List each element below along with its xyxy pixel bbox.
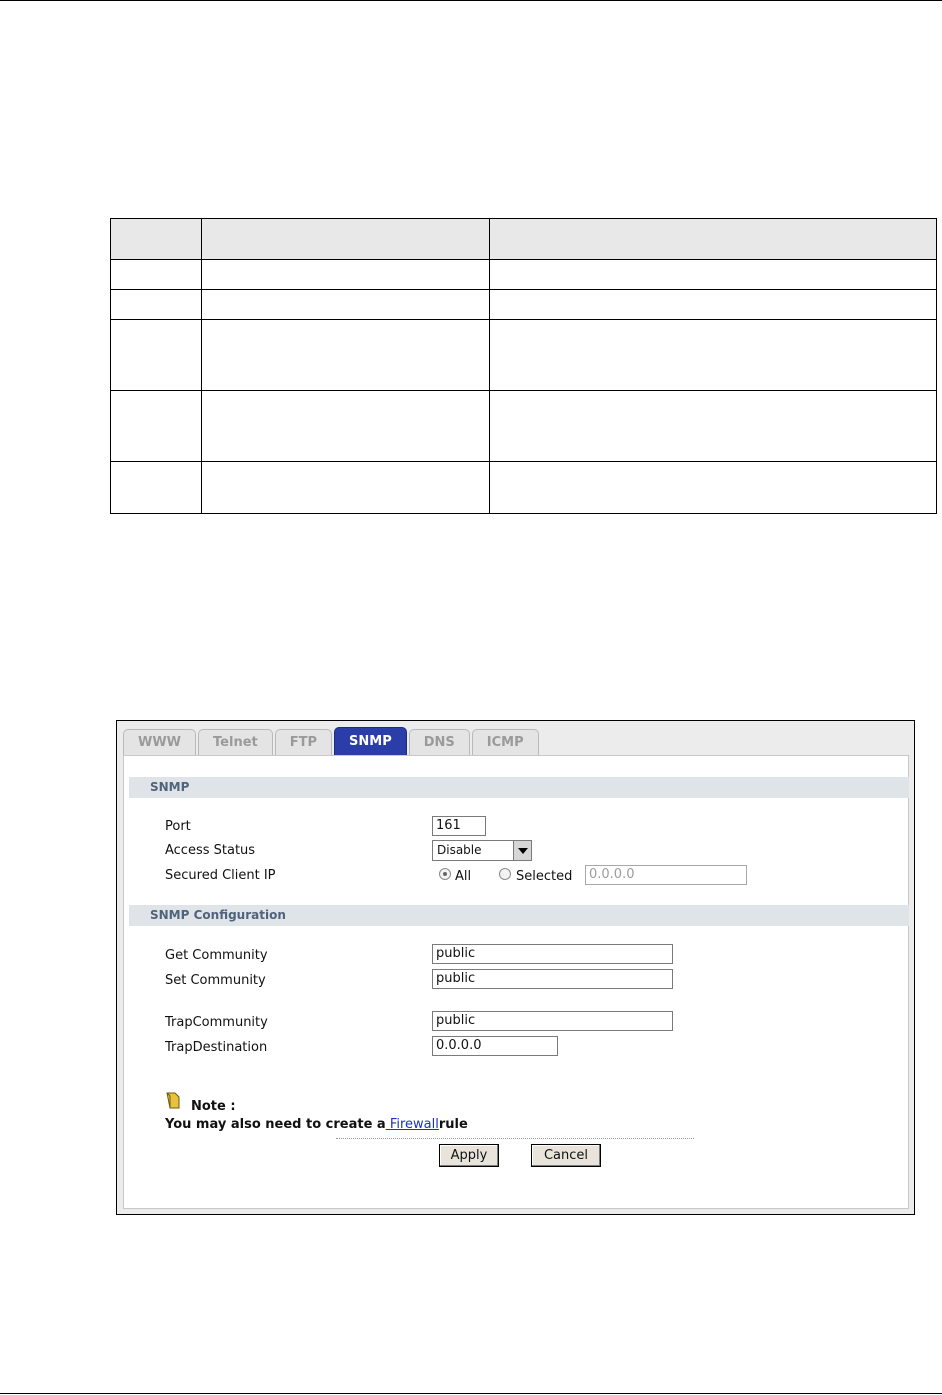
table-header-cell	[202, 219, 490, 260]
table-header-cell	[490, 219, 937, 260]
tab-snmp[interactable]: SNMP	[334, 727, 407, 755]
port-input[interactable]: 161	[432, 816, 486, 836]
content-panel	[123, 755, 909, 1209]
trap-community-input[interactable]: public	[432, 1011, 673, 1031]
selected-ip-input[interactable]: 0.0.0.0	[585, 865, 747, 885]
set-community-label: Set Community	[165, 973, 266, 988]
firewall-link[interactable]: Firewall	[385, 1117, 439, 1132]
note-text	[165, 1117, 468, 1132]
snmp-configuration-title: SNMP Configuration	[129, 905, 909, 926]
table-header-cell	[111, 219, 202, 260]
table-row	[111, 320, 937, 391]
get-community-label: Get Community	[165, 948, 268, 963]
access-status-value: Disable	[437, 843, 482, 857]
get-community-input[interactable]: public	[432, 944, 673, 964]
port-label: Port	[165, 819, 191, 834]
trap-destination-input[interactable]: 0.0.0.0	[432, 1036, 558, 1056]
cancel-button[interactable]: Cancel	[531, 1144, 601, 1167]
tab-dns[interactable]: DNS	[409, 729, 470, 755]
radio-all[interactable]	[439, 868, 451, 880]
note-text-after: rule	[438, 1117, 468, 1132]
chevron-down-icon[interactable]	[513, 841, 531, 860]
note-icon	[166, 1092, 180, 1109]
apply-button[interactable]: Apply	[439, 1144, 499, 1167]
radio-selected[interactable]	[499, 868, 511, 880]
secured-client-ip-label: Secured Client IP	[165, 868, 276, 883]
table-row	[111, 462, 937, 514]
tab-telnet[interactable]: Telnet	[198, 729, 273, 755]
note-text-before: You may also need to create a	[165, 1117, 386, 1132]
tab-ftp[interactable]: FTP	[275, 729, 332, 755]
set-community-input[interactable]: public	[432, 969, 673, 989]
trap-destination-label: TrapDestination	[165, 1040, 268, 1055]
radio-selected-label: Selected	[516, 869, 573, 884]
tab-bar	[123, 727, 541, 755]
divider	[336, 1138, 694, 1139]
trap-community-label: TrapCommunity	[165, 1015, 268, 1030]
table-row	[111, 290, 937, 320]
snmp-section-title: SNMP	[129, 777, 909, 798]
document-table	[110, 218, 937, 514]
tab-icmp[interactable]: ICMP	[472, 729, 539, 755]
access-status-label: Access Status	[165, 843, 256, 858]
bottom-rule	[0, 1393, 942, 1394]
snmp-screen	[116, 720, 915, 1215]
radio-all-label: All	[455, 869, 472, 884]
top-rule	[0, 0, 942, 1]
note-title: Note :	[191, 1099, 236, 1114]
access-status-select[interactable]	[432, 840, 532, 861]
table-row	[111, 260, 937, 290]
tab-www[interactable]: WWW	[123, 729, 196, 755]
table-header-row	[111, 219, 937, 260]
table-row	[111, 391, 937, 462]
